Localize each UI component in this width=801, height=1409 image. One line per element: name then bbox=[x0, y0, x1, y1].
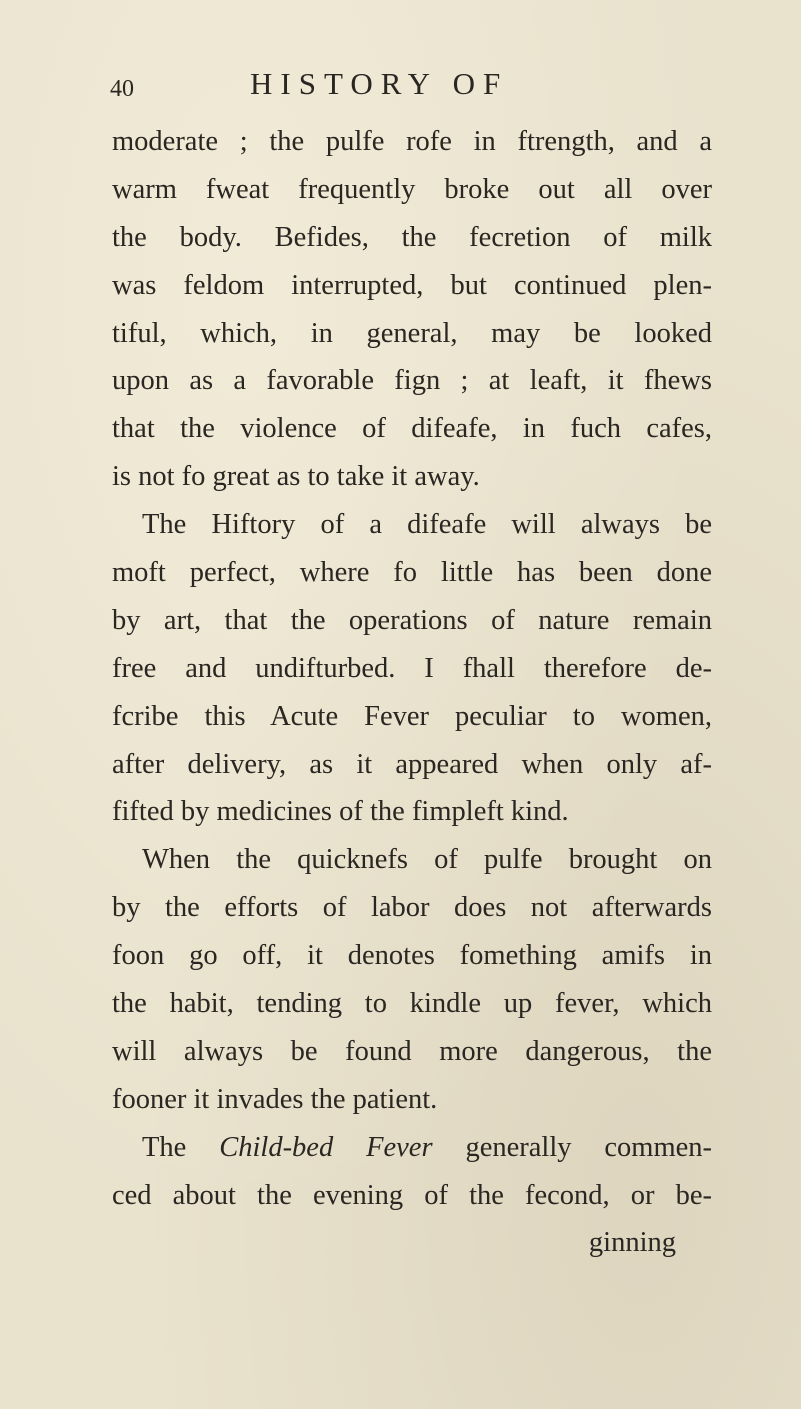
text-line: moft perfect, where fo little has been done bbox=[112, 557, 712, 589]
running-head: HISTORY OF bbox=[250, 66, 509, 101]
text-line: upon as a favorable fign ; at leaft, it fhews bbox=[112, 365, 712, 397]
page-header bbox=[110, 66, 670, 106]
text-line: will always be found more dangerous, the bbox=[112, 1035, 712, 1067]
text-line: fifted by medicines of the fimpleft kind. bbox=[112, 796, 569, 828]
body-text bbox=[112, 118, 712, 1267]
text-line: moderate ; the pulfe rofe in ftrength, and a bbox=[112, 126, 712, 157]
text-line: is not fo great as to take it away. bbox=[112, 461, 480, 493]
text-line: was feldom interrupted, but continued plen- bbox=[112, 269, 712, 301]
text-line: ced about the evening of the fecond, or be- bbox=[112, 1179, 712, 1211]
text-line: tiful, which, in general, may be looked bbox=[112, 317, 712, 349]
paragraph-start-line: The Hiftory of a difeafe will always be bbox=[142, 509, 712, 541]
text-line: free and undifturbed. I fhall therefore de- bbox=[112, 652, 712, 684]
text-line: by the efforts of labor does not afterwards bbox=[112, 892, 712, 924]
text-line: warm fweat frequently broke out all over bbox=[112, 173, 712, 205]
text-line: by art, that the operations of nature remain bbox=[112, 604, 712, 636]
line-text: generally commen- bbox=[432, 1131, 713, 1163]
text-line: the habit, tending to kindle up fever, which bbox=[112, 988, 712, 1020]
text-line: foon go off, it denotes fomething amifs in bbox=[112, 940, 712, 972]
text-line: fcribe this Acute Fever peculiar to women, bbox=[112, 700, 712, 732]
paragraph-start-line bbox=[112, 1124, 712, 1172]
page-number: 40 bbox=[110, 76, 134, 102]
text-line: after delivery, as it appeared when only af- bbox=[112, 748, 712, 780]
paragraph-start-line: When the quicknefs of pulfe brought on bbox=[142, 844, 712, 876]
line-text: The bbox=[142, 1131, 220, 1163]
text-line: fooner it invades the patient. bbox=[112, 1083, 438, 1115]
catchword: ginning bbox=[588, 1227, 676, 1259]
text-line: that the violence of difeafe, in fuch cafes, bbox=[112, 413, 712, 445]
italic-term: Child-bed Fever bbox=[219, 1131, 433, 1163]
text-line: the body. Befides, the fecretion of milk bbox=[112, 221, 712, 253]
